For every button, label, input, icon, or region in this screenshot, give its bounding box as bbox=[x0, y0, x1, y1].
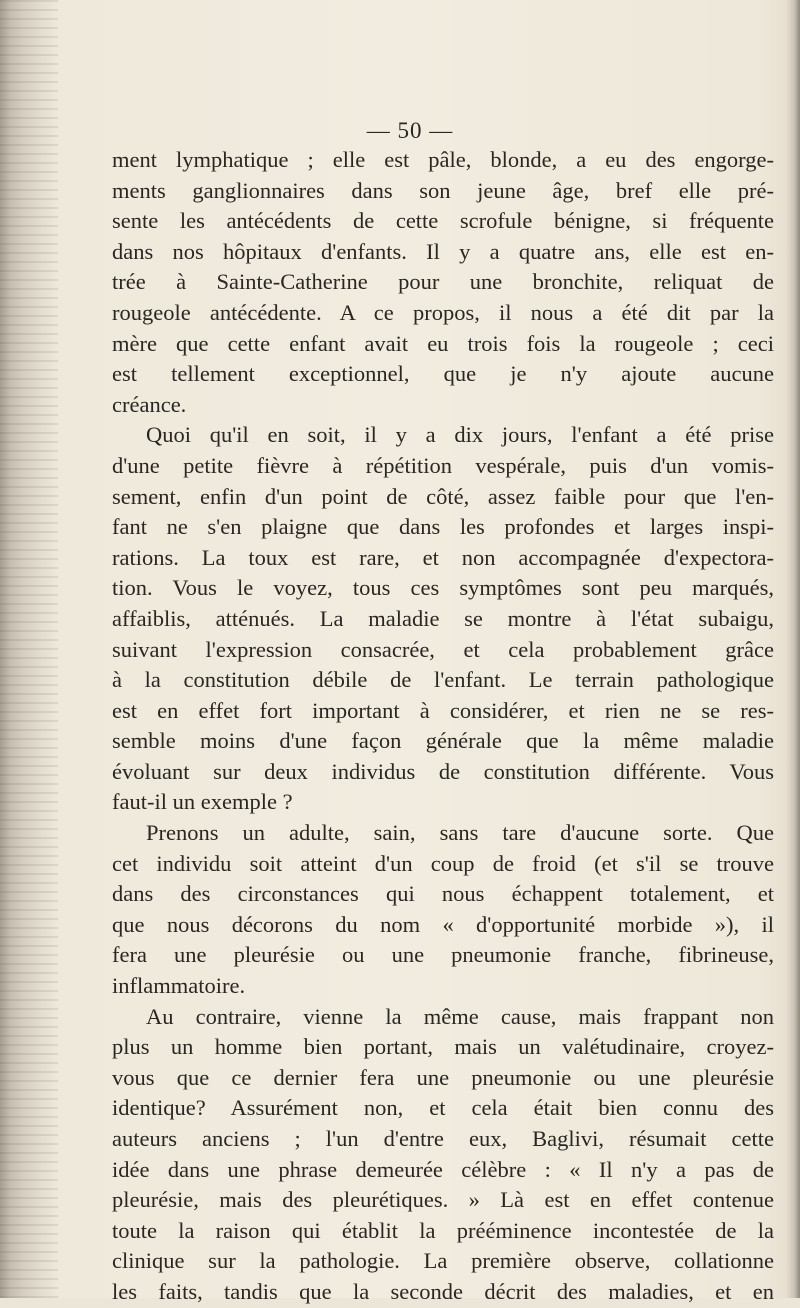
page-number: — 50 — bbox=[366, 118, 454, 143]
text-line: clinique sur la pathologie. La première observe, collationne bbox=[112, 1248, 774, 1274]
text-line: est en effet fort important à considérer, et rien ne se res- bbox=[112, 697, 774, 723]
text-line: rations. La toux est rare, et non accompagnée d'expectora- bbox=[112, 544, 774, 570]
text-line: ment lymphatique ; elle est pâle, blonde, a eu des engorge- bbox=[112, 147, 774, 172]
text-line: Quoi qu'il en soit, il y a dix jours, l'enfant a été prise bbox=[146, 422, 774, 448]
text-line: suivant l'expression consacrée, et cela probablement grâce bbox=[112, 636, 774, 662]
text-line: faut-il un exemple ? bbox=[112, 789, 293, 815]
text-line: Prenons un adulte, sain, sans tare d'aucune sorte. Que bbox=[146, 820, 774, 846]
text-line: évoluant sur deux individus de constitution différente. Vous bbox=[112, 758, 774, 784]
text-line: d'une petite fièvre à répétition vespérale, puis d'un vomis- bbox=[112, 452, 774, 478]
text-line: identique? Assurément non, et cela était bien connu des bbox=[112, 1095, 774, 1121]
text-line: affaiblis, atténués. La maladie se montre à l'état subaigu, bbox=[112, 605, 774, 631]
text-line: cet individu soit atteint d'un coup de froid (et s'il se trouve bbox=[112, 850, 774, 876]
text-line: tion. Vous le voyez, tous ces symptômes sont peu marqués, bbox=[112, 575, 774, 601]
text-line: à la constitution débile de l'enfant. Le terrain pathologique bbox=[112, 667, 774, 693]
text-line: mère que cette enfant avait eu trois fois la rougeole ; ceci bbox=[112, 330, 774, 356]
text-line: inflammatoire. bbox=[112, 973, 246, 999]
text-line: ments ganglionnaires dans son jeune âge, bref elle pré- bbox=[112, 177, 774, 203]
text-line: toute la raison qui établit la prééminence incontestée de la bbox=[112, 1217, 774, 1243]
body-text bbox=[112, 145, 774, 1308]
text-line: fant ne s'en plaigne que dans les profondes et larges inspi- bbox=[112, 514, 774, 540]
binding-gutter bbox=[0, 0, 58, 1298]
text-line: sente les antécédents de cette scrofule bénigne, si fréquente bbox=[112, 208, 774, 234]
text-line: pleurésie, mais des pleurétiques. » Là est en effet contenue bbox=[112, 1187, 774, 1213]
text-line: que nous décorons du nom « d'opportunité morbide »), il bbox=[112, 911, 774, 937]
text-line: semble moins d'une façon générale que la même maladie bbox=[112, 728, 774, 754]
text-line: créance. bbox=[112, 391, 187, 417]
text-line: est tellement exceptionnel, que je n'y ajoute aucune bbox=[112, 361, 774, 387]
text-line: dans des circonstances qui nous échappent totalement, et bbox=[112, 881, 774, 907]
text-line: plus un homme bien portant, mais un valétudinaire, croyez- bbox=[112, 1034, 774, 1060]
text-line: vous que ce dernier fera une pneumonie ou une pleurésie bbox=[112, 1064, 774, 1090]
text-line: trée à Sainte-Catherine pour une bronchite, reliquat de bbox=[112, 269, 774, 295]
page-edge-shadow bbox=[786, 0, 800, 1298]
text-line: fera une pleurésie ou une pneumonie franche, fibrineuse, bbox=[112, 942, 774, 968]
text-line: rougeole antécédente. A ce propos, il nous a été dit par la bbox=[112, 299, 774, 325]
text-line: Au contraire, vienne la même cause, mais frappant non bbox=[146, 1003, 774, 1029]
text-line: sement, enfin d'un point de côté, assez faible pour que l'en- bbox=[112, 483, 774, 509]
text-line: idée dans une phrase demeurée célèbre : « Il n'y a pas de bbox=[112, 1156, 774, 1182]
text-line: dans nos hôpitaux d'enfants. Il y a quatre ans, elle est en- bbox=[112, 238, 774, 264]
text-line: les faits, tandis que la seconde décrit des maladies, et en bbox=[112, 1278, 774, 1304]
text-line: auteurs anciens ; l'un d'entre eux, Baglivi, résumait cette bbox=[112, 1126, 774, 1151]
